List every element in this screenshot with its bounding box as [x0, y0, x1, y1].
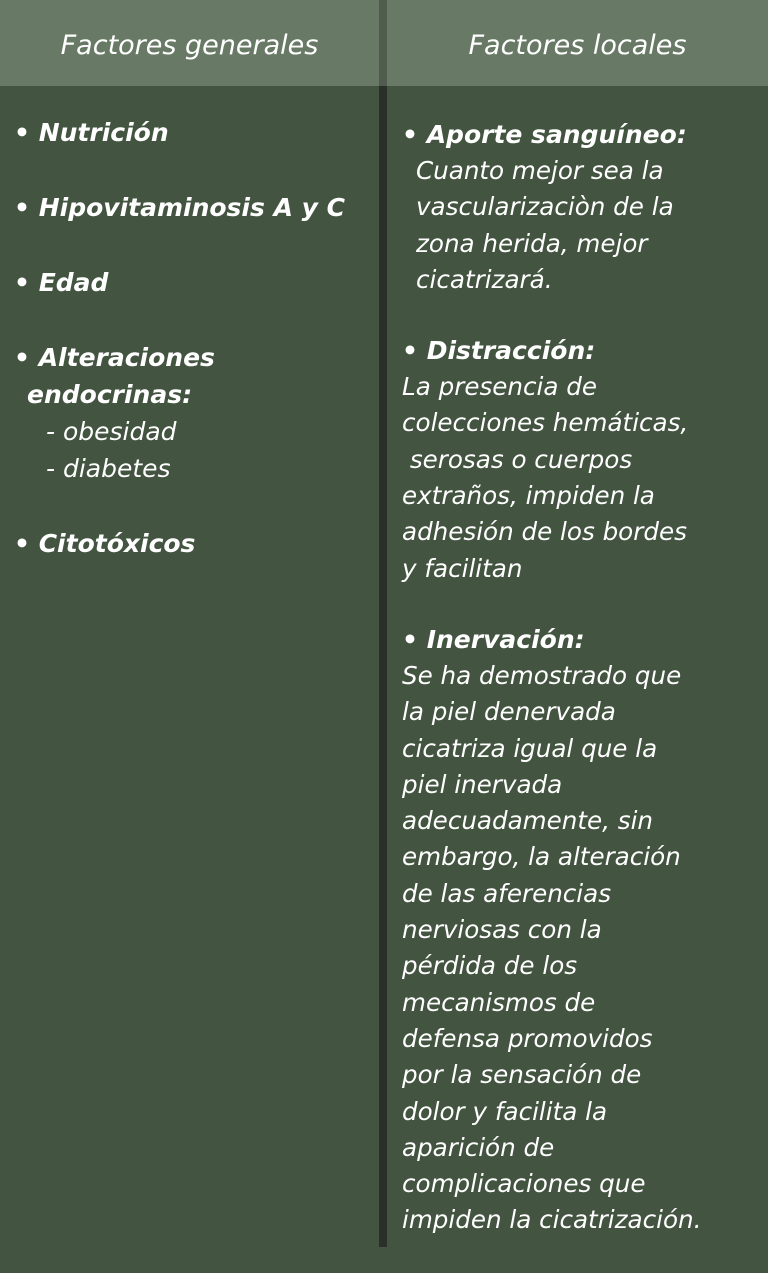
item-label-continuation: endocrinas:	[27, 380, 193, 409]
item-label: Edad	[38, 268, 109, 297]
bullet-icon: •	[402, 624, 418, 654]
item-label: Distracción:	[426, 336, 596, 366]
item-label: Citotóxicos	[38, 529, 196, 558]
item-label: Nutrición	[38, 118, 169, 147]
header-general-factors: Factores generales	[60, 30, 319, 61]
local-factors-column	[402, 116, 764, 1273]
column-divider	[379, 0, 387, 1247]
sub-item-obesidad: - obesidad	[46, 417, 177, 446]
bullet-icon: •	[14, 343, 30, 372]
item-label: Aporte sanguíneo:	[426, 120, 687, 149]
item-aporte-sanguineo	[402, 116, 764, 298]
item-hipovitaminosis	[14, 189, 374, 226]
item-label: Hipovitaminosis A y C	[38, 193, 345, 222]
bullet-icon: •	[14, 118, 30, 147]
header-divider	[379, 0, 387, 86]
header-local-factors: Factores locales	[468, 30, 687, 61]
item-citotoxicos	[14, 525, 374, 562]
item-nutricion	[14, 114, 374, 151]
item-description: Cuanto mejor sea la vascularizaciòn de la zona herida, mejor cicatrizará.	[416, 156, 674, 294]
item-description: La presencia de colecciones hemáticas, serosas o cuerpos extraños, impiden la adhesión de los bordes y facilitan	[402, 372, 689, 583]
item-label: Inervación:	[426, 624, 585, 654]
item-alteraciones	[14, 339, 374, 487]
bullet-icon: •	[402, 120, 418, 149]
bullet-icon: •	[14, 193, 30, 222]
item-description: Se ha demostrado que la piel denervada cicatriza igual que la piel inervada adecuadamente, sin embargo, la alteración de las aferencias nerviosas con la pérdida de los mecanismos de defensa promovidos por la sensación de dolor y facilita la aparición de complicaciones que impiden la cicatrización.	[402, 660, 702, 1235]
item-edad	[14, 264, 374, 301]
sub-item-diabetes: - diabetes	[46, 454, 171, 483]
item-distraccion	[402, 332, 764, 587]
item-inervacion	[402, 621, 764, 1239]
bullet-icon: •	[14, 529, 30, 558]
item-label: Alteraciones	[38, 343, 215, 372]
bullet-icon: •	[402, 336, 418, 366]
bullet-icon: •	[14, 268, 30, 297]
general-factors-column	[14, 114, 374, 600]
